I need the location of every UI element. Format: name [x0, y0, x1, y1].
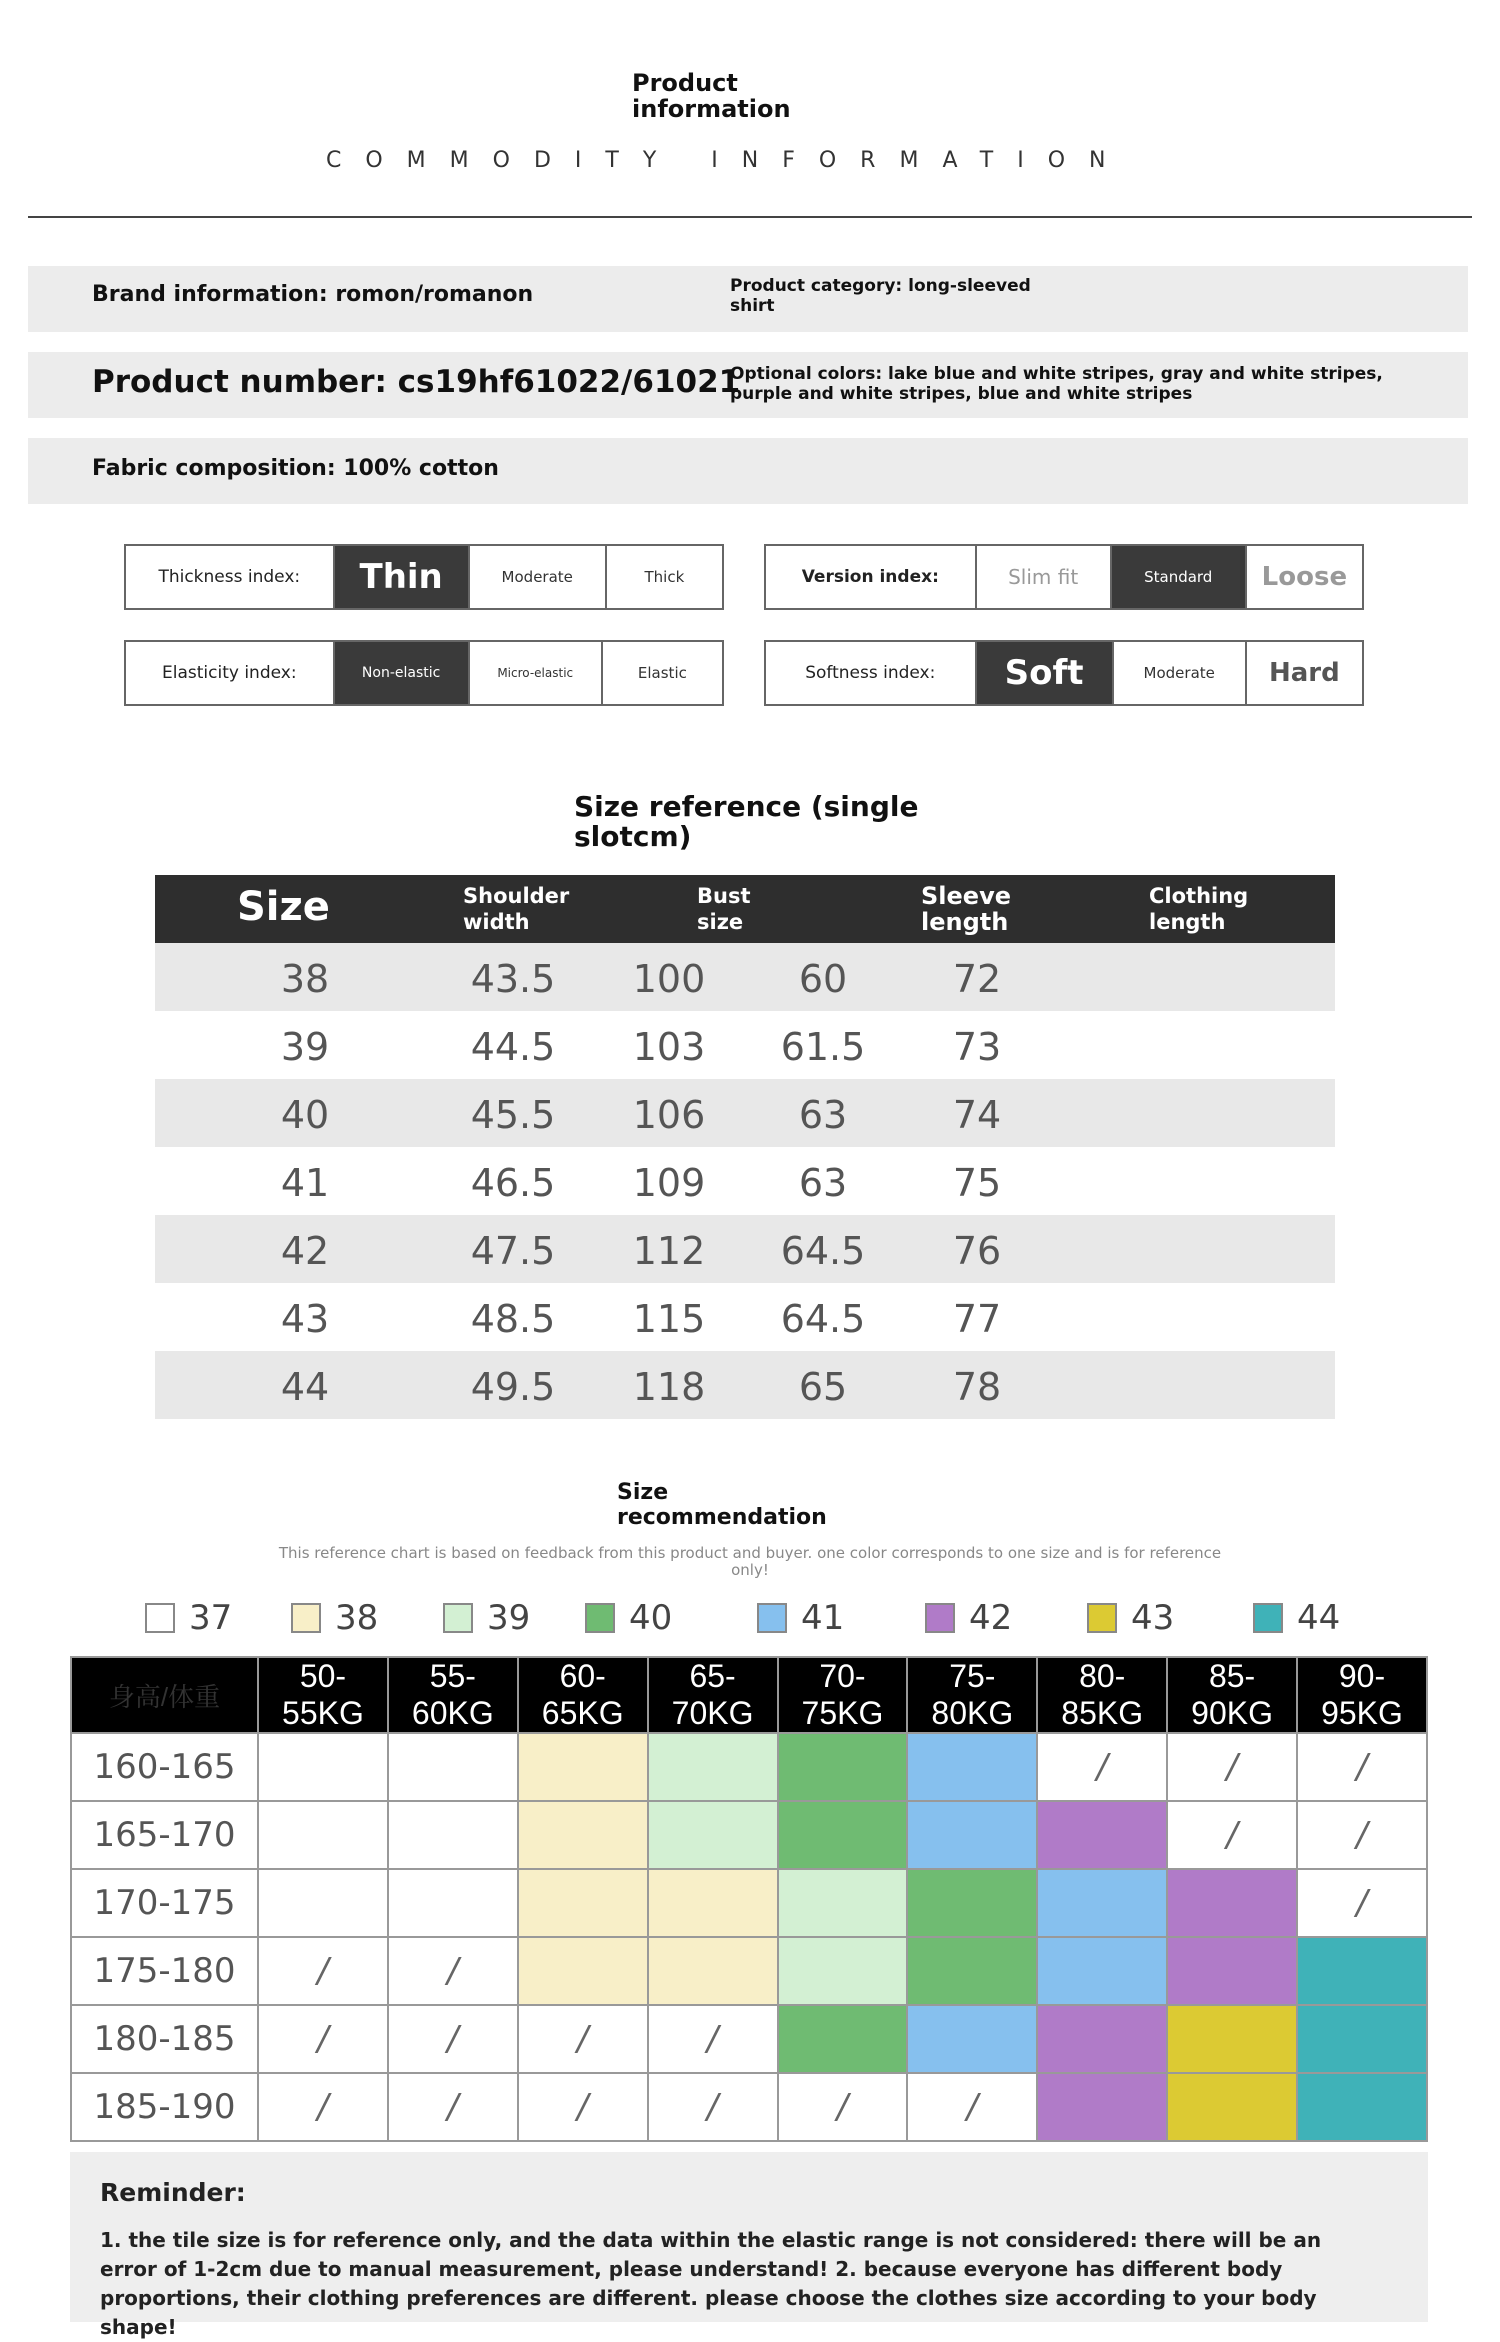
not-applicable-cell: / [388, 2073, 518, 2141]
size-38-cell [648, 1869, 778, 1937]
height-label: 185-190 [71, 2073, 258, 2141]
size-table-cell: 38 [280, 957, 330, 1001]
size-38-cell [518, 1937, 648, 2005]
legend-swatch [443, 1603, 473, 1633]
info-bar-fabric [28, 438, 1468, 504]
weight-header: 50-55KG [258, 1657, 388, 1733]
height-row [71, 1733, 1427, 1801]
size-table-cell: 115 [632, 1297, 706, 1341]
fabric-info: Fabric composition: 100% cotton [92, 456, 499, 481]
thickness-moderate: Moderate [470, 546, 607, 608]
header-shoulder: Shoulder width [463, 884, 570, 934]
elasticity-micro: Micro-elastic [470, 642, 603, 704]
thickness-label: Thickness index: [126, 546, 335, 608]
legend-swatch [925, 1603, 955, 1633]
size-table-cell: 77 [952, 1297, 1002, 1341]
weight-header: 75-80KG [907, 1657, 1037, 1733]
product-number: Product number: cs19hf61022/61021 [92, 364, 741, 400]
not-applicable-cell: / [778, 2073, 908, 2141]
recommendation-table [70, 1656, 1428, 2142]
legend-label: 37 [189, 1598, 233, 1638]
weight-header: 60-65KG [518, 1657, 648, 1733]
elasticity-index [124, 640, 724, 706]
version-index [764, 544, 1364, 610]
legend-label: 39 [487, 1598, 531, 1638]
weight-header: 70-75KG [778, 1657, 908, 1733]
size-41-cell [1037, 1869, 1167, 1937]
info-bar-brand [28, 266, 1468, 332]
header-bust: Bust size [697, 884, 751, 934]
height-label: 175-180 [71, 1937, 258, 2005]
weight-header: 55-60KG [388, 1657, 518, 1733]
size-40-cell [907, 1869, 1037, 1937]
not-applicable-cell: / [1167, 1801, 1297, 1869]
size-table-row [155, 1147, 1335, 1215]
size-41-cell [907, 1733, 1037, 1801]
not-applicable-cell: / [518, 2073, 648, 2141]
reminder-box [70, 2152, 1428, 2339]
size-42-cell [1167, 1869, 1297, 1937]
softness-hard: Hard [1269, 658, 1340, 688]
size-40-cell [778, 2005, 908, 2073]
softness-soft: Soft [977, 642, 1114, 704]
size-table [155, 875, 1335, 1419]
size-37-cell [258, 1869, 388, 1937]
not-applicable-cell: / [388, 2005, 518, 2073]
size-table-cell: 60 [798, 957, 848, 1001]
thickness-thin: Thin [335, 546, 470, 608]
size-37-cell [388, 1801, 518, 1869]
height-row [71, 2073, 1427, 2141]
height-label: 180-185 [71, 2005, 258, 2073]
weight-header: 90-95KG [1297, 1657, 1427, 1733]
height-label: 170-175 [71, 1869, 258, 1937]
version-label: Version index: [766, 546, 977, 608]
not-applicable-cell: / [648, 2073, 778, 2141]
size-40-cell [778, 1801, 908, 1869]
size-40-cell [907, 1937, 1037, 2005]
size-table-cell: 42 [280, 1229, 330, 1273]
size-table-cell: 109 [632, 1161, 706, 1205]
brand-info: Brand information: romon/romanon [92, 282, 534, 307]
size-table-row [155, 943, 1335, 1011]
header-size: Size [237, 884, 330, 930]
size-table-cell: 43 [280, 1297, 330, 1341]
size-table-cell: 100 [632, 957, 706, 1001]
not-applicable-cell: / [1297, 1869, 1427, 1937]
legend-item [291, 1598, 378, 1638]
legend-label: 38 [335, 1598, 379, 1638]
version-standard: Standard [1112, 546, 1247, 608]
size-table-cell: 64.5 [780, 1229, 866, 1273]
size-43-cell [1167, 2073, 1297, 2141]
height-label: 160-165 [71, 1733, 258, 1801]
weight-header: 65-70KG [648, 1657, 778, 1733]
legend-item [443, 1598, 530, 1638]
legend-swatch [585, 1603, 615, 1633]
legend-item [757, 1598, 844, 1638]
not-applicable-cell: / [258, 1937, 388, 2005]
size-table-cell: 44.5 [470, 1025, 556, 1069]
legend-swatch [1253, 1603, 1283, 1633]
size-44-cell [1297, 2005, 1427, 2073]
size-42-cell [1037, 2005, 1167, 2073]
height-label: 165-170 [71, 1801, 258, 1869]
thickness-thick: Thick [644, 568, 685, 586]
legend-item [925, 1598, 1012, 1638]
weight-header: 85-90KG [1167, 1657, 1297, 1733]
legend-item [1087, 1598, 1174, 1638]
size-table-cell: 47.5 [470, 1229, 556, 1273]
reminder-title: Reminder: [100, 2178, 246, 2207]
size-42-cell [1167, 1937, 1297, 2005]
size-table-cell: 48.5 [470, 1297, 556, 1341]
size-table-cell: 76 [952, 1229, 1002, 1273]
reminder-body: 1. the tile size is for reference only, and the data within the elastic range is not considered: there will be an error of 1-2cm due to manual measurement, please understand! 2. because everyone has different body proportions, their clothing preferences are different. please choose the clothes size according to your body shape! [100, 2228, 1322, 2339]
size-table-cell: 44 [280, 1365, 330, 1409]
size-table-row [155, 1351, 1335, 1419]
size-40-cell [778, 1733, 908, 1801]
not-applicable-cell: / [1297, 1733, 1427, 1801]
not-applicable-cell: / [1297, 1801, 1427, 1869]
not-applicable-cell: / [648, 2005, 778, 2073]
size-table-cell: 118 [632, 1365, 706, 1409]
size-table-row [155, 1011, 1335, 1079]
size-legend [145, 1598, 1375, 1642]
size-table-cell: 46.5 [470, 1161, 556, 1205]
thickness-index [124, 544, 724, 610]
softness-index [764, 640, 1364, 706]
size-table-cell: 65 [798, 1365, 848, 1409]
legend-label: 41 [801, 1598, 845, 1638]
size-37-cell [258, 1801, 388, 1869]
size-42-cell [1037, 1801, 1167, 1869]
height-row [71, 1937, 1427, 2005]
legend-swatch [291, 1603, 321, 1633]
legend-label: 40 [629, 1598, 673, 1638]
size-39-cell [648, 1801, 778, 1869]
header-divider [28, 216, 1472, 218]
page-subtitle: COMMODITY INFORMATION [326, 148, 1130, 173]
size-table-cell: 106 [632, 1093, 706, 1137]
softness-label: Softness index: [766, 642, 977, 704]
size-41-cell [907, 1801, 1037, 1869]
legend-label: 43 [1131, 1598, 1175, 1638]
size-table-cell: 73 [952, 1025, 1002, 1069]
size-table-cell: 39 [280, 1025, 330, 1069]
size-37-cell [258, 1733, 388, 1801]
page-title: Product information [632, 69, 791, 123]
not-applicable-cell: / [258, 2005, 388, 2073]
legend-label: 42 [969, 1598, 1013, 1638]
legend-item [585, 1598, 672, 1638]
size-39-cell [648, 1733, 778, 1801]
softness-moderate: Moderate [1114, 642, 1247, 704]
size-table-cell: 41 [280, 1161, 330, 1205]
size-table-row [155, 1283, 1335, 1351]
size-table-cell: 45.5 [470, 1093, 556, 1137]
header-clothing: Clothing length [1149, 884, 1249, 934]
elasticity-non-elastic: Non-elastic [335, 642, 470, 704]
size-table-cell: 49.5 [470, 1365, 556, 1409]
size-44-cell [1297, 2073, 1427, 2141]
size-38-cell [518, 1733, 648, 1801]
size-37-cell [388, 1869, 518, 1937]
legend-swatch [1087, 1603, 1117, 1633]
legend-item [145, 1598, 232, 1638]
size-39-cell [778, 1937, 908, 2005]
size-table-cell: 43.5 [470, 957, 556, 1001]
height-row [71, 2005, 1427, 2073]
not-applicable-cell: / [1037, 1733, 1167, 1801]
size-41-cell [907, 2005, 1037, 2073]
not-applicable-cell: / [258, 2073, 388, 2141]
header-sleeve: Sleeve length [921, 882, 1011, 936]
elasticity-elastic: Elastic [637, 664, 687, 682]
version-slim: Slim fit [977, 546, 1112, 608]
height-row [71, 1801, 1427, 1869]
size-table-cell: 75 [952, 1161, 1002, 1205]
corner-cell: 身高/体重 [71, 1657, 258, 1733]
recommendation-header-row [71, 1657, 1427, 1733]
size-table-title: Size reference (single slotcm) [574, 790, 919, 853]
recommendation-note: This reference chart is based on feedback from this product and buyer. one color corresponds to one size and is for reference only! [278, 1544, 1222, 1579]
legend-swatch [145, 1603, 175, 1633]
size-table-cell: 63 [798, 1093, 848, 1137]
size-table-cell: 61.5 [780, 1025, 866, 1069]
weight-header: 80-85KG [1037, 1657, 1167, 1733]
version-loose: Loose [1261, 562, 1348, 592]
size-table-cell: 103 [632, 1025, 706, 1069]
legend-label: 44 [1297, 1598, 1341, 1638]
elasticity-label: Elasticity index: [126, 642, 335, 704]
size-table-header [155, 875, 1335, 943]
size-table-cell: 72 [952, 957, 1002, 1001]
size-table-cell: 74 [952, 1093, 1002, 1137]
size-table-cell: 40 [280, 1093, 330, 1137]
info-bar-number [28, 352, 1468, 418]
size-table-cell: 78 [952, 1365, 1002, 1409]
size-41-cell [1037, 1937, 1167, 2005]
size-table-row [155, 1079, 1335, 1147]
size-44-cell [1297, 1937, 1427, 2005]
size-39-cell [778, 1869, 908, 1937]
not-applicable-cell: / [907, 2073, 1037, 2141]
not-applicable-cell: / [388, 1937, 518, 2005]
size-42-cell [1037, 2073, 1167, 2141]
height-row [71, 1869, 1427, 1937]
size-38-cell [518, 1801, 648, 1869]
size-38-cell [518, 1869, 648, 1937]
size-table-cell: 64.5 [780, 1297, 866, 1341]
not-applicable-cell: / [518, 2005, 648, 2073]
size-table-cell: 112 [632, 1229, 706, 1273]
recommendation-title: Size recommendation [617, 1480, 827, 1530]
legend-swatch [757, 1603, 787, 1633]
not-applicable-cell: / [1167, 1733, 1297, 1801]
size-38-cell [648, 1937, 778, 2005]
category-info: Product category: long-sleeved shirt [730, 276, 1031, 316]
color-options: Optional colors: lake blue and white stripes, gray and white stripes, purple and white stripes, blue and white stripes [730, 364, 1383, 404]
size-37-cell [388, 1733, 518, 1801]
size-table-cell: 63 [798, 1161, 848, 1205]
size-table-row [155, 1215, 1335, 1283]
size-43-cell [1167, 2005, 1297, 2073]
legend-item [1253, 1598, 1340, 1638]
